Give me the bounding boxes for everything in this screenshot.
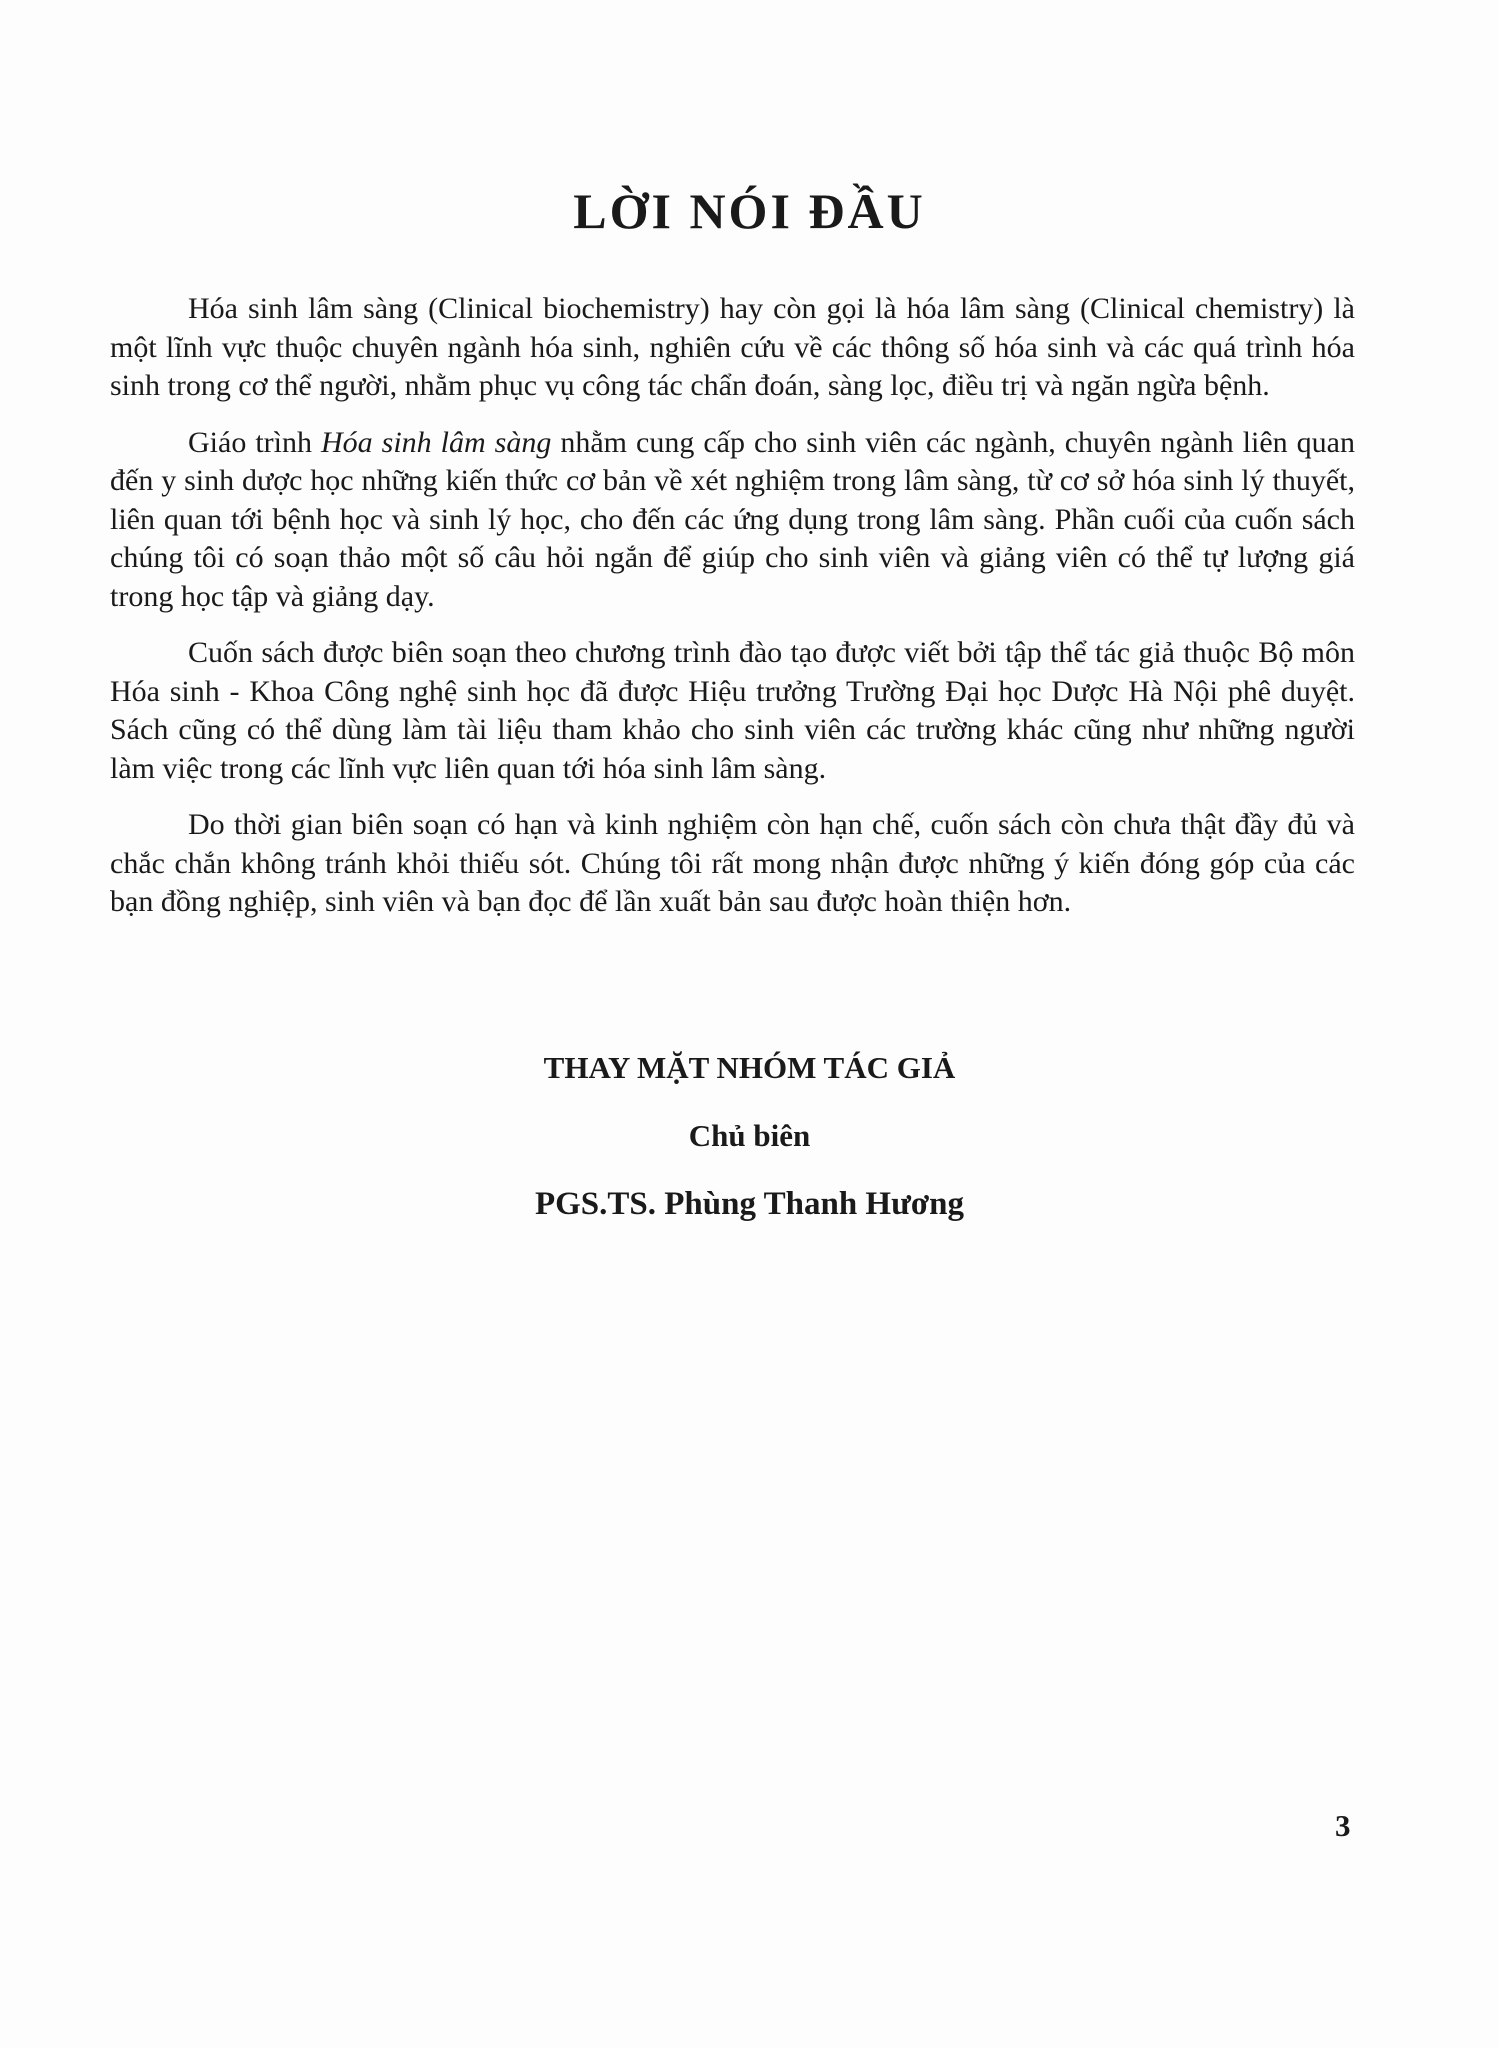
- paragraph-4: Do thời gian biên soạn có hạn và kinh nghiệm còn hạn chế, cuốn sách còn chưa thật đầy đủ và chắc chắn không tránh khỏi thiếu sót. Chúng tôi rất mong nhận được những ý kiến đóng góp của các bạn đồng nghiệp, sinh viên và bạn đọc để lần xuất bản sau được hoàn thiện hơn.: [110, 808, 1355, 918]
- paragraph-2-start: Giáo trình: [188, 425, 321, 459]
- signature-name: PGS.TS. Phùng Thanh Hương: [534, 1186, 965, 1222]
- page-title: LỜI NÓI ĐẦU: [573, 182, 926, 239]
- paragraph-3: Cuốn sách được biên soạn theo chương trình đào tạo được viết bởi tập thể tác giả thuộc Bộ môn Hóa sinh - Khoa Công nghệ sinh học đã được Hiệu trưởng Trường Đại học Dược Hà Nội phê duyệt. Sách cũng có thể dùng làm tài liệu tham khảo cho sinh viên các trường khác cũng như những người làm việc trong các lĩnh vực liên quan tới hóa sinh lâm sàng.: [110, 636, 1355, 785]
- body-text: [110, 290, 1355, 940]
- signature-heading: THAY MẶT NHÓM TÁC GIẢ: [543, 1050, 956, 1085]
- paragraph-2: [110, 424, 1355, 617]
- page-number: 3: [1335, 1808, 1351, 1843]
- book-title-italic: Hóa sinh lâm sàng: [320, 425, 552, 459]
- paragraph-1: Hóa sinh lâm sàng (Clinical biochemistry) hay còn gọi là hóa lâm sàng (Clinical chemistry) là một lĩnh vực thuộc chuyên ngành hóa sinh, nghiên cứu về các thông số hóa sinh và các quá trình hóa sinh trong cơ thể người, nhằm phục vụ công tác chẩn đoán, sàng lọc, điều trị và ngăn ngừa bệnh.: [110, 292, 1355, 402]
- signature-role: Chủ biên: [688, 1118, 811, 1153]
- paragraph-2-rest: nhằm cung cấp cho sinh viên các ngành, chuyên ngành liên quan đến y sinh dược học những kiến thức cơ bản về xét nghiệm trong lâm sàng, từ cơ sở hóa sinh lý thuyết, liên quan tới bệnh học và sinh lý học, cho đến các ứng dụng trong lâm sàng. Phần cuối của cuốn sách chúng tôi có soạn thảo một số câu hỏi ngắn để giúp cho sinh viên và giảng viên có thể tự lượng giá trong học tập và giảng dạy.: [110, 425, 1355, 613]
